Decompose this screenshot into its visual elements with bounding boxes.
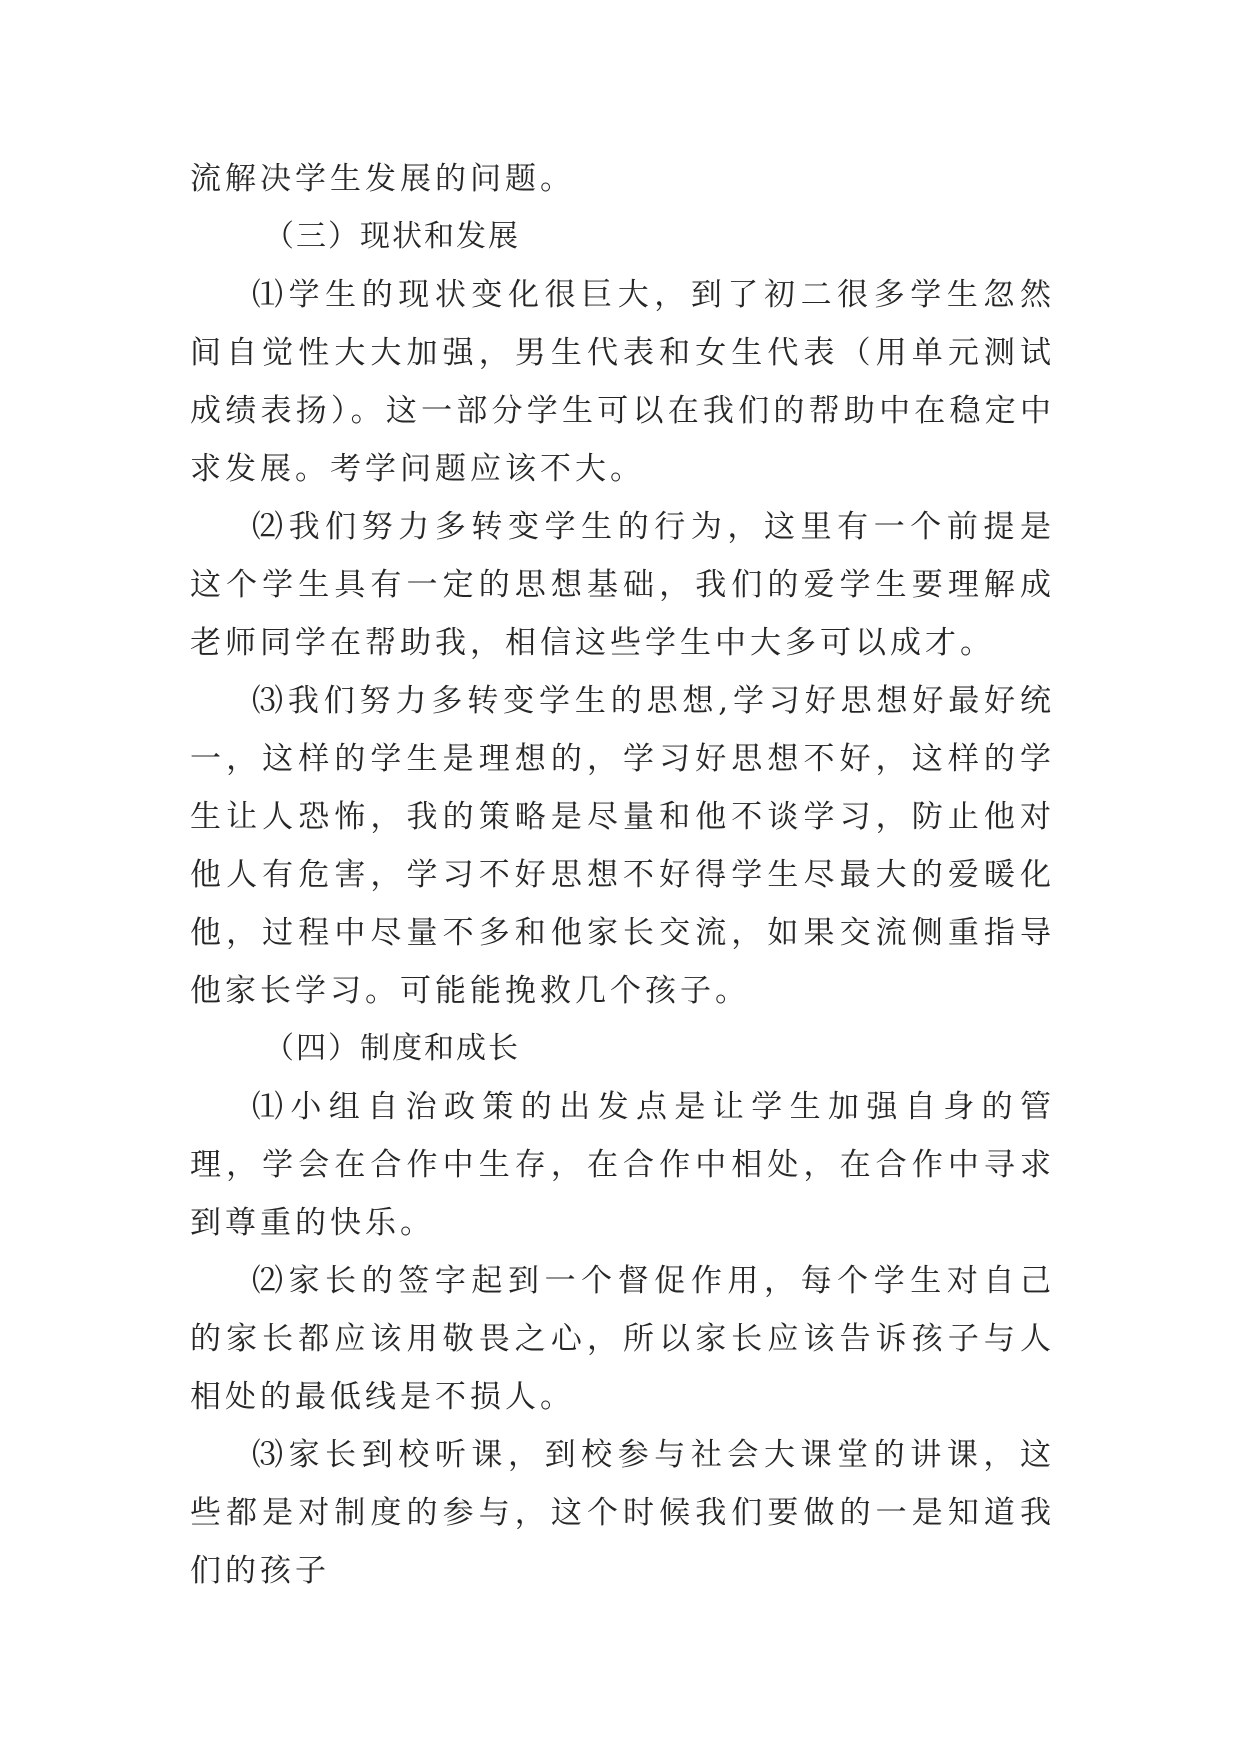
continued-paragraph: 流解决学生发展的问题。 bbox=[190, 161, 575, 197]
section-4-item-1: ⑴小组自治政策的出发点是让学生加强自身的管理，学会在合作中生存，在合作中相处，在合作中寻求到尊重的快乐。 bbox=[190, 1089, 1055, 1241]
section-heading-4: （四）制度和成长 bbox=[264, 1031, 520, 1066]
section-heading-3: （三）现状和发展 bbox=[264, 219, 520, 254]
document-body bbox=[190, 150, 1055, 1600]
section-4-item-2: ⑵家长的签字起到一个督促作用，每个学生对自己的家长都应该用敬畏之心，所以家长应该告诉孩子与人相处的最低线是不损人。 bbox=[190, 1263, 1055, 1415]
section-4-item-3: ⑶家长到校听课，到校参与社会大课堂的讲课，这些都是对制度的参与，这个时候我们要做的一是知道我们的孩子 bbox=[190, 1437, 1055, 1589]
section-3-item-3: ⑶我们努力多转变学生的思想,学习好思想好最好统一，这样的学生是理想的，学习好思想不好，这样的学生让人恐怖，我的策略是尽量和他不谈学习，防止他对他人有危害，学习不好思想不好得学生尽最大的爱暖化他，过程中尽量不多和他家长交流，如果交流侧重指导他家长学习。可能能挽救几个孩子。 bbox=[190, 683, 1055, 1009]
section-3-item-1: ⑴学生的现状变化很巨大，到了初二很多学生忽然间自觉性大大加强，男生代表和女生代表（用单元测试成绩表扬）。这一部分学生可以在我们的帮助中在稳定中求发展。考学问题应该不大。 bbox=[190, 277, 1055, 487]
section-3-item-2: ⑵我们努力多转变学生的行为，这里有一个前提是这个学生具有一定的思想基础，我们的爱学生要理解成老师同学在帮助我，相信这些学生中大多可以成才。 bbox=[190, 509, 1055, 661]
